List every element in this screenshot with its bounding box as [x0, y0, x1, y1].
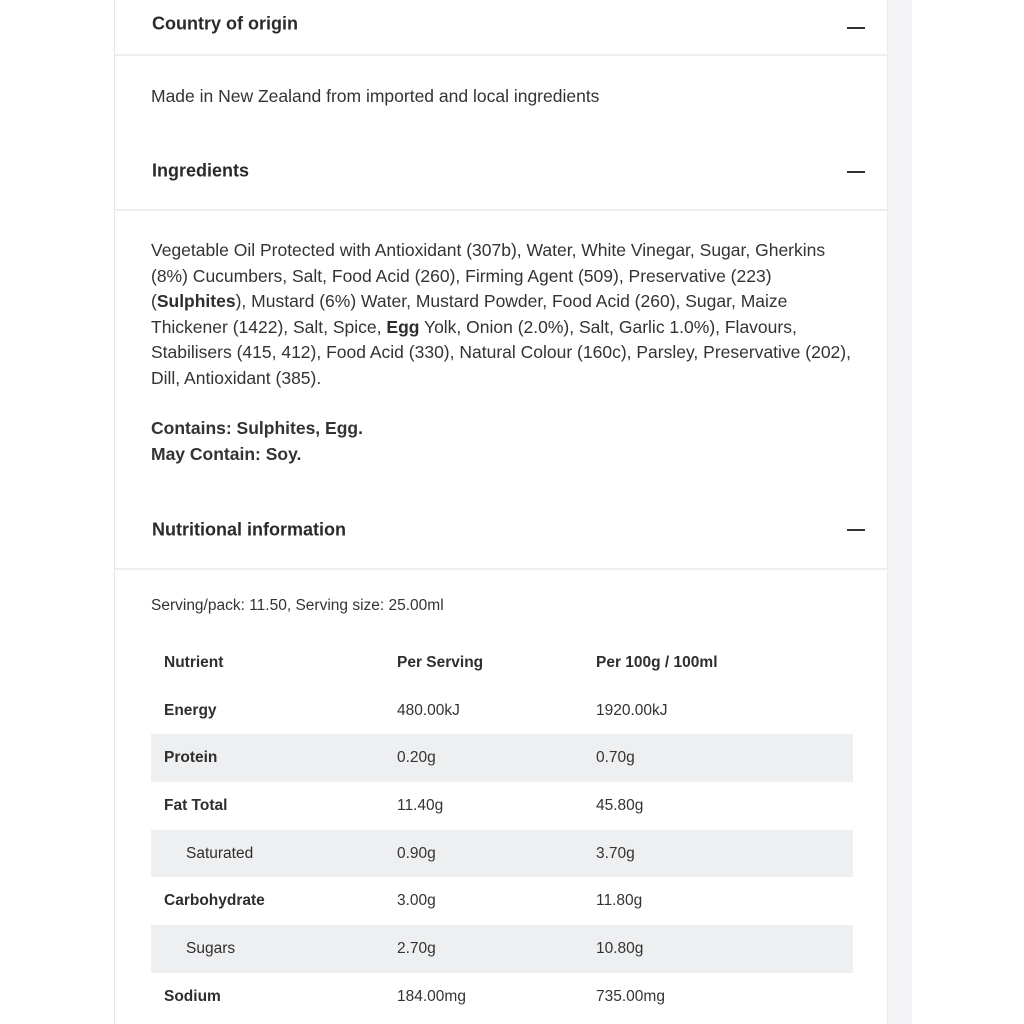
nutrient-name: Carbohydrate [164, 892, 265, 910]
collapse-nutrition-minus-icon[interactable] [847, 529, 865, 531]
allergen-egg: Egg [386, 316, 420, 337]
per-serving-value: 0.20g [397, 749, 436, 767]
table-row [151, 973, 853, 1021]
ingredients-text [151, 238, 855, 391]
per-100-value: 1920.00kJ [596, 701, 668, 719]
product-details-panel [114, 0, 888, 1024]
accordion-header-ingredients[interactable] [115, 145, 887, 211]
allergen-sulphites: Sulphites [156, 291, 236, 311]
nutrient-name: Sodium [164, 987, 221, 1005]
page-background-strip [888, 0, 912, 1024]
column-header-nutrient: Nutrient [164, 653, 224, 671]
per-serving-value: 2.70g [397, 939, 436, 957]
column-header-per-serving: Per Serving [397, 653, 484, 671]
nutrient-name: Sugars [186, 939, 236, 957]
accordion-title-origin: Country of origin [152, 13, 298, 34]
table-row [151, 830, 853, 878]
accordion-header-origin[interactable] [115, 0, 887, 56]
per-100-value: 0.70g [596, 749, 635, 767]
accordion-title-ingredients: Ingredients [152, 160, 250, 181]
per-serving-value: 0.90g [397, 844, 436, 862]
collapse-origin-minus-icon[interactable] [847, 27, 865, 29]
ingredients-part-2: ), Mustard (6%) Water, Mustard Powder, Food Acid (260), Sugar, Maize Thickener (1422), Salt, Spice, [151, 291, 788, 337]
table-row [151, 782, 853, 830]
table-row [151, 925, 853, 973]
allergen-statement [151, 416, 363, 467]
column-header-per-100: Per 100g / 100ml [596, 653, 718, 671]
per-100-value: 735.00mg [596, 987, 665, 1005]
per-100-value: 45.80g [596, 796, 644, 814]
serving-info: Serving/pack: 11.50, Serving size: 25.00ml [151, 597, 444, 614]
ingredients-part-3: Yolk, Onion (2.0%), Salt, Garlic 1.0%), Flavours, Stabilisers (415, 412), Food Acid (330), Natural Colour (160c), Parsley, Preservative (202), Dill, Antioxidant (385). [151, 316, 851, 388]
may-contain-text: May Contain: Soy. [151, 443, 302, 464]
table-row [151, 734, 853, 782]
collapse-ingredients-minus-icon[interactable] [847, 171, 865, 173]
ingredients-part-1: Vegetable Oil Protected with Antioxidant (307b), Water, White Vinegar, Sugar, Gherkins (8%) Cucumbers, Salt, Food Acid (260), Firming Agent (509), Preservative (223) ( [151, 240, 826, 311]
nutrition-table-header [151, 639, 853, 687]
per-serving-value: 11.40g [397, 796, 444, 814]
contains-text: Contains: Sulphites, Egg. [151, 418, 363, 438]
nutrient-name: Energy [164, 701, 217, 719]
per-100-value: 10.80g [596, 939, 644, 957]
per-serving-value: 184.00mg [397, 987, 466, 1005]
table-row [151, 687, 853, 735]
table-row [151, 877, 853, 925]
nutrition-table [151, 639, 853, 1021]
nutrient-name: Saturated [186, 844, 254, 862]
nutrient-name: Protein [164, 749, 218, 767]
per-serving-value: 480.00kJ [397, 701, 460, 719]
nutrient-name: Fat Total [164, 796, 228, 814]
per-100-value: 11.80g [596, 892, 643, 910]
origin-text: Made in New Zealand from imported and local ingredients [151, 86, 600, 106]
accordion-header-nutrition[interactable] [115, 502, 887, 570]
per-serving-value: 3.00g [397, 892, 436, 910]
per-100-value: 3.70g [596, 844, 635, 862]
accordion-title-nutrition: Nutritional information [152, 519, 346, 540]
